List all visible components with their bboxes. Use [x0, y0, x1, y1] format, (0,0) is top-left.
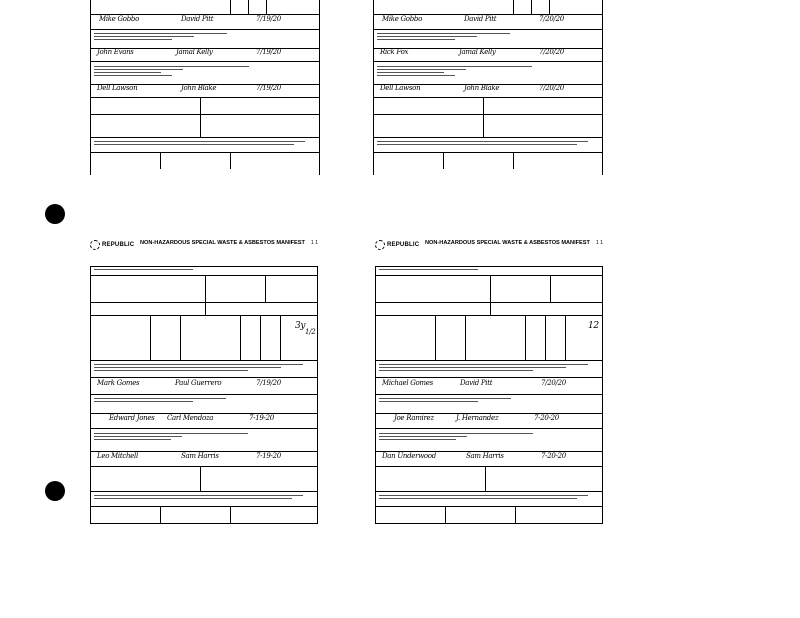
page-number: 1 1: [311, 240, 318, 246]
republic-logo: REPUBLIC: [90, 240, 136, 250]
page-number: 1 1: [596, 240, 603, 246]
manifest-bottom-right: REPUBLIC NON-HAZARDOUS SPECIAL WASTE & ASBESTOS MANIFEST 1 1 12 Michael Gomes David Pitt 7/20/20 Joe Ramirez J. Hernandez 7-20-20 Dan Underwood Sam Harris 7-20-20: [375, 240, 603, 525]
republic-logo: REPUBLIC: [375, 240, 421, 250]
manifest-title: NON-HAZARDOUS SPECIAL WASTE & ASBESTOS MANIFEST: [140, 240, 305, 246]
manifest-header: [375, 240, 603, 266]
manifest-title: NON-HAZARDOUS SPECIAL WASTE & ASBESTOS MANIFEST: [425, 240, 590, 246]
manifest-top-left: Mike Gobbo David Pitt 7/19/20 John Evans Jamal Kelly 7/19/20 Dell Lawson John Blake 7/19/20: [90, 0, 320, 175]
punch-hole-bottom: [45, 481, 65, 501]
manifest-header: [90, 240, 318, 266]
punch-hole-top: [45, 204, 65, 224]
manifest-top-right: Mike Gobbo David Pitt 7/20/20 Rick Fox Jamal Kelly 7/20/20 Dell Lawson John Blake 7/20/20: [373, 0, 603, 175]
manifest-bottom-left: REPUBLIC NON-HAZARDOUS SPECIAL WASTE & ASBESTOS MANIFEST 1 1 3y 1/2 Mark Gomes Paul Guerrero 7/19/20 Edward Jones Carl Mendoza 7-19-20 Leo Mitchell Sam Harris 7-19-20: [90, 240, 318, 525]
